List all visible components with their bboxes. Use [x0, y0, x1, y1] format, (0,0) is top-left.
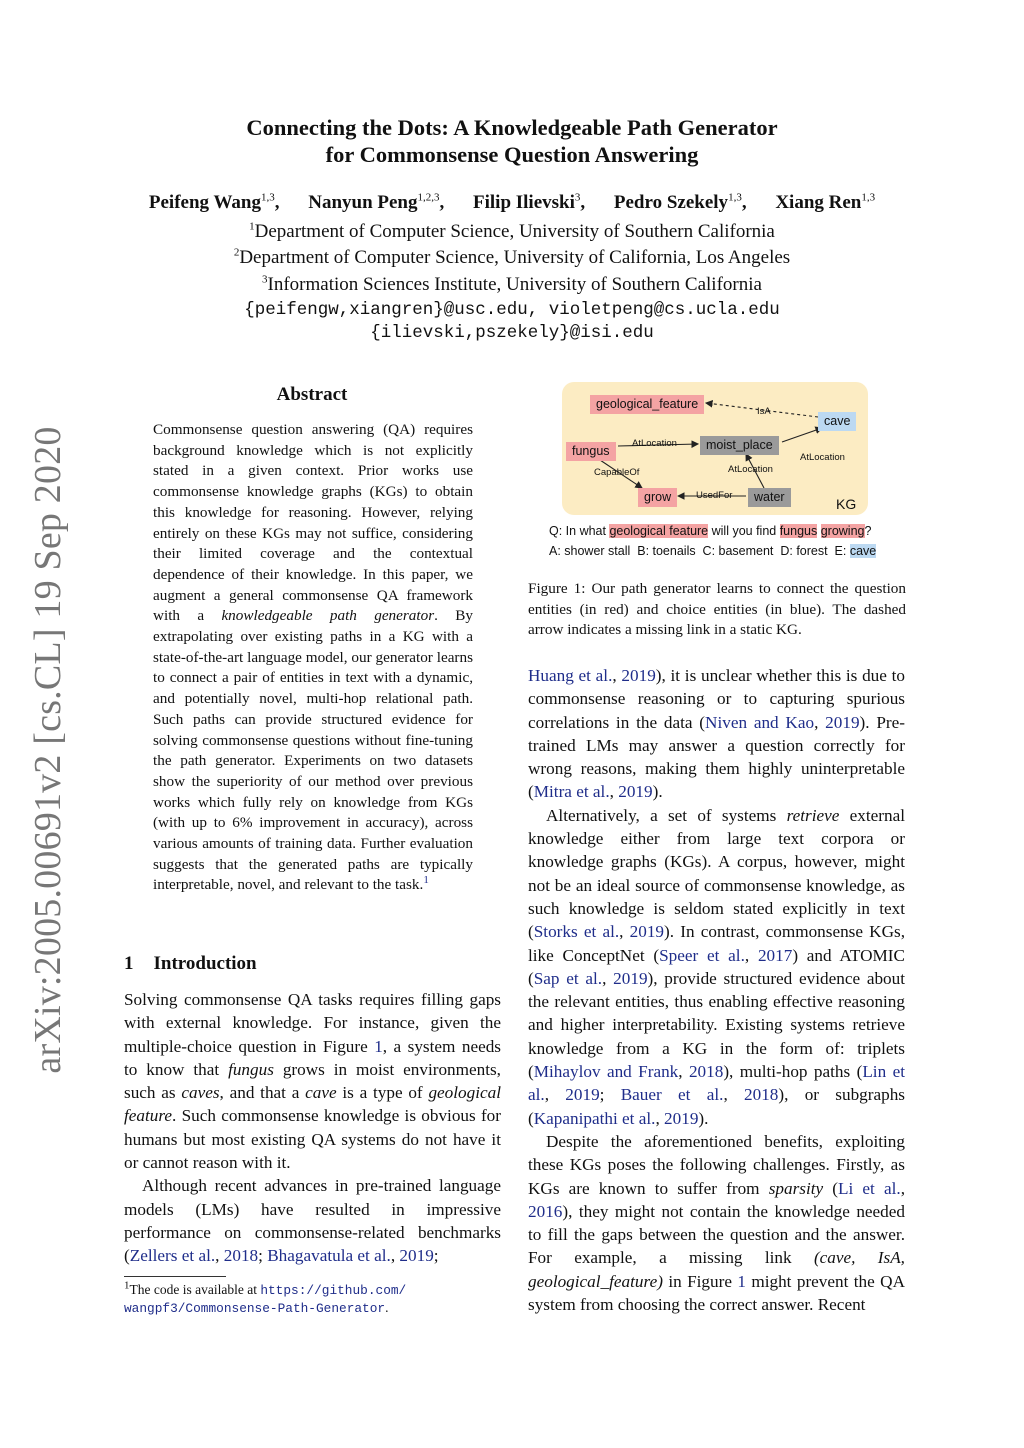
- citation-link[interactable]: Huang et al.: [528, 666, 613, 685]
- citation-link[interactable]: Storks et al.: [533, 922, 620, 942]
- figure-ref[interactable]: 1: [374, 1036, 383, 1056]
- abstract-body: Commonsense question answering (QA) requires background knowledge which is not explicitly stated in a given context. Prior works use commonsense knowledge graphs (KGs) to obtain this knowledge for reasoning. However, relying entirely on these KGs may not suffice, considering their limited coverage and the contextual dependence of their knowledge. In this paper, we augment a general commonsense QA framework with a knowledgeable path generator. By extrapolating over existing paths in a KG with a state-of-the-art language model, our generator learns to connect a pair of entities in text with a dynamic, and potentially novel, multi-hop relational path. Such paths can provide structured evidence for solving commonsense questions without fine-tuning the path generator. Experiments on two datasets show the superiority of our method over previous works which fully rely on knowledge from KGs (with up to 6% improvement in accuracy), across various amounts of training data. Further evaluation suggests that the generated paths are typically interpretable, novel, and relevant to the task.$^1$: [153, 421, 473, 894]
- author: Peifeng Wang$^{1,3}$,: [148, 191, 280, 213]
- figure-answers: A: shower stall B: toenails C: basement D: forest E: cave: [549, 544, 877, 558]
- citation-link[interactable]: 2019: [613, 968, 648, 988]
- citation-link[interactable]: 2016: [528, 1201, 563, 1221]
- section-heading: 1 Introduction: [124, 953, 257, 974]
- citation-link[interactable]: 2019: [825, 712, 860, 732]
- citation-link[interactable]: 2019: [629, 922, 665, 942]
- arxiv-stamp: [18, 426, 78, 1074]
- abstract-heading: Abstract: [276, 384, 348, 405]
- citation-link[interactable]: 2018: [223, 1246, 259, 1266]
- affiliation-2: $^2$Department of Computer Science, University of California, Los Angeles: [233, 246, 791, 268]
- citation-link[interactable]: Mitra et al.: [533, 782, 610, 802]
- author-list: [0, 192, 1024, 214]
- relation-label: AtLocation: [728, 464, 773, 475]
- relation-label: CapableOf: [594, 467, 640, 478]
- citation-link[interactable]: 2018: [688, 1062, 724, 1082]
- footnote-marker[interactable]: 1: [423, 874, 429, 887]
- relation-label: IsA: [757, 406, 771, 417]
- node-water: water: [748, 488, 791, 507]
- figure-question: Q: In what geological feature will you find fungus growing?: [549, 524, 872, 538]
- paragraph: Huang et al., 2019), it is unclear whether this is due to commonsense reasoning or to capturing spurious correlations in the data (Niven and Kao, 2019). Pre-trained LMs may answer a question correctly for wrong reasons, making them highly uninterpretable (Mitra et al., 2019).: [528, 666, 905, 802]
- intro-left-column: [124, 988, 501, 1268]
- paragraph: Despite the aforementioned benefits, exploiting these KGs poses the following challenges. Firstly, as KGs are known to suffer from sparsity (Li et al., 2016), they might not contain the knowledge needed to fill the gaps between the question and the answer. For example, a missing link (cave, IsA, geological_feature) in Figure 1 might prevent the QA system from choosing the correct answer. Recent: [528, 1131, 905, 1315]
- footnote-rule: [124, 1276, 226, 1277]
- author: Pedro Szekely$^{1,3}$,: [613, 191, 747, 213]
- intro-right-column: [528, 664, 905, 1316]
- affiliation-1: $^1$Department of Computer Science, University of Southern California: [249, 220, 775, 242]
- footnote: $^1$The code is available at https://github.com/ wangpf3/Commonsense-Path-Generator.: [124, 1279, 407, 1316]
- kg-label: KG: [836, 496, 857, 512]
- citation-link[interactable]: 2019: [621, 666, 656, 685]
- node-moist-place: moist_place: [700, 436, 779, 455]
- author: Filip Ilievski$^3$,: [473, 191, 586, 213]
- figure-caption: Figure 1: Our path generator learns to connect the question entities (in red) and choice entities (in blue). The dashed arrow indicates a missing link in a static KG.: [528, 580, 906, 639]
- citation-link[interactable]: 2019: [664, 1108, 699, 1128]
- citation-link[interactable]: Lin et al.: [528, 1062, 905, 1105]
- paragraph: Alternatively, a set of systems retrieve external knowledge either from large text corpora or knowledge graphs (KGs). A corpus, however, might not be an ideal source of commonsense knowledge, as such knowledge is seldom stated explicitly in text (Storks et al., 2019). In contrast, commonsense KGs, like ConceptNet (Speer et al., 2017) and ATOMIC (Sap et al., 2019), provide structured evidence about the relevant entities, thus enabling effective reasoning and higher interpretability. Existing systems retrieve knowledge from a KG in the form of: triplets (Mihaylov and Frank, 2018), multi-hop paths (Lin et al., 2019; Bauer et al., 2018), or subgraphs (Kapanipathi et al., 2019).: [528, 805, 905, 1128]
- citation-link[interactable]: Niven and Kao: [705, 712, 815, 732]
- node-fungus: fungus: [566, 442, 616, 461]
- edge-atloc-moist: [782, 428, 822, 442]
- node-geological-feature: geological_feature: [590, 395, 704, 414]
- author: Xiang Ren$^{1,3}$: [775, 191, 876, 213]
- title-line-1: Connecting the Dots: A Knowledgeable Path Generator: [246, 115, 778, 140]
- citation-link[interactable]: Zellers et al.: [129, 1246, 216, 1266]
- citation-link[interactable]: Bhagavatula et al.: [267, 1246, 391, 1266]
- node-grow: grow: [638, 488, 677, 507]
- citation-link[interactable]: 2017: [757, 945, 793, 965]
- citation-link[interactable]: 2019: [618, 782, 653, 802]
- citation-link[interactable]: Li et al.: [838, 1178, 901, 1198]
- citation-link[interactable]: 2019: [565, 1085, 600, 1105]
- figure-ref[interactable]: 1: [737, 1271, 746, 1291]
- relation-label: AtLocation: [800, 452, 845, 463]
- paragraph: Although recent advances in pre-trained language models (LMs) have resulted in impressive performance on commonsense-related benchmarks (Zellers et al., 2018; Bhagavatula et al., 2019;: [124, 1176, 501, 1266]
- email-line-1: {peifengw,xiangren}@usc.edu, violetpeng@cs.ucla.edu: [244, 300, 780, 320]
- citation-link[interactable]: 2019: [399, 1246, 434, 1266]
- citation-link[interactable]: Bauer et al.: [620, 1085, 724, 1105]
- citation-link[interactable]: Kapanipathi et al.: [533, 1108, 656, 1128]
- code-link[interactable]: wangpf3/Commonsense-Path-Generator: [124, 1301, 386, 1316]
- affiliation-3: $^3$Information Sciences Institute, University of Southern California: [262, 273, 762, 295]
- relation-label: AtLocation: [632, 438, 677, 449]
- citation-link[interactable]: Speer et al.: [659, 945, 745, 965]
- citation-link[interactable]: Sap et al.: [533, 968, 603, 988]
- arxiv-id: arXiv:2005.00691v2 [cs.CL] 19 Sep 2020: [27, 426, 69, 1074]
- title-line-2: for Commonsense Question Answering: [325, 142, 699, 167]
- citation-link[interactable]: Mihaylov and Frank: [533, 1062, 679, 1082]
- code-link[interactable]: https://github.com/: [260, 1283, 407, 1298]
- citation-link[interactable]: 2018: [744, 1085, 779, 1105]
- paragraph: Solving commonsense QA tasks requires filling gaps with external knowledge. For instance, given the multiple-choice question in Figure 1, a system needs to know that fungus grows in moist environments, such as caves, and that a cave is a type of geological feature. Such commonsense knowledge is obvious for humans but most existing QA systems do not have it or cannot reason with it.: [124, 990, 501, 1173]
- relation-label: UsedFor: [696, 490, 733, 501]
- node-cave: cave: [818, 412, 856, 431]
- author: Nanyun Peng$^{1,2,3}$,: [308, 191, 445, 213]
- email-line-2: {ilievski,pszekely}@isi.edu: [370, 323, 654, 343]
- paper-title: [0, 114, 1024, 168]
